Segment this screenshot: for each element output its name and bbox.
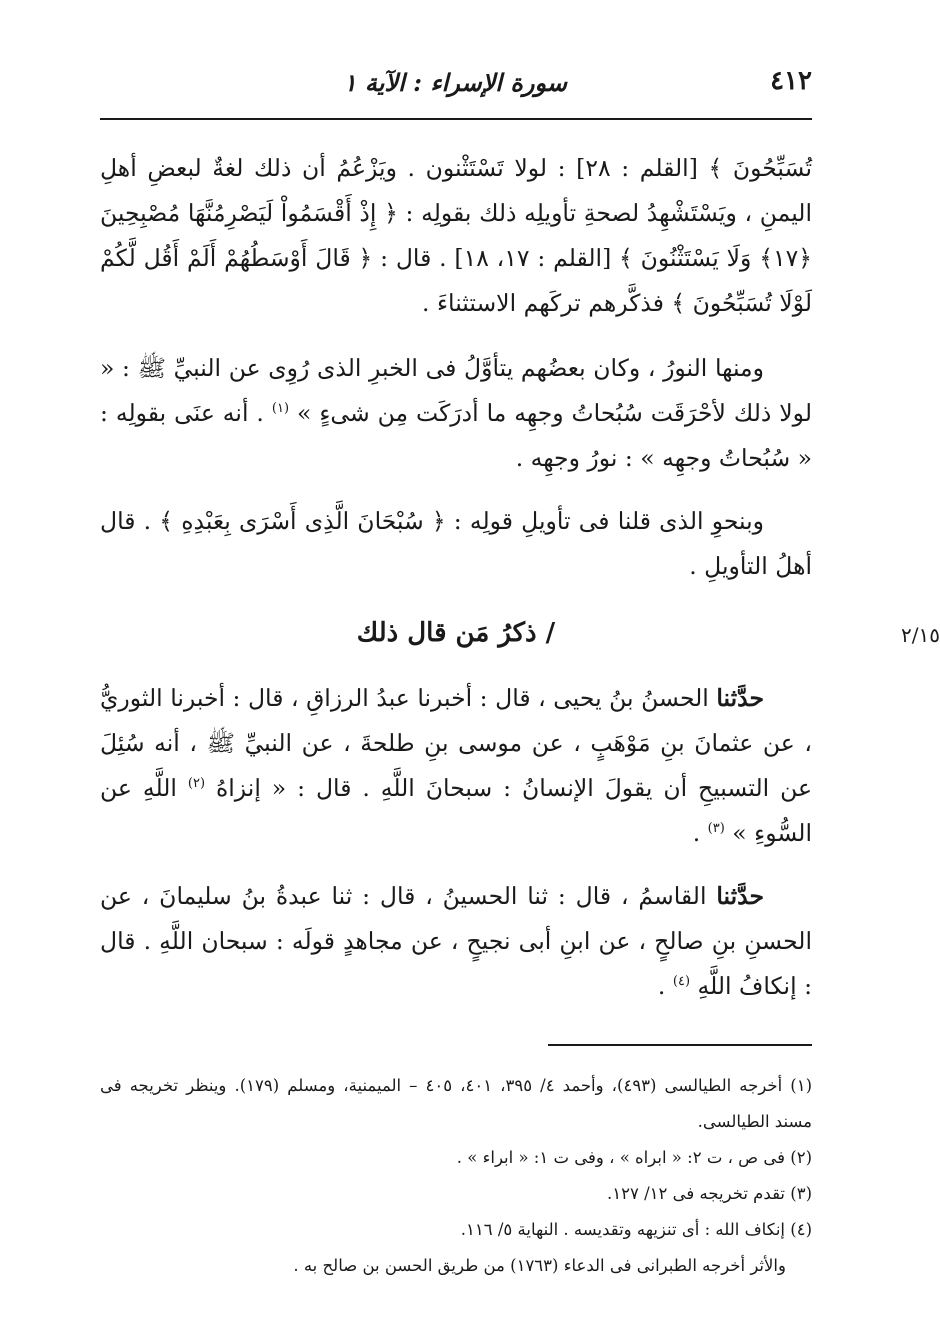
footnote-marker: (١) xyxy=(271,401,290,417)
paragraph-text: . أنه عنَى بقولِه : « سُبُحاتُ وجهِه » : نورُ وجهِه . xyxy=(100,399,812,472)
hadith-text: الحسنُ بنُ يحيى ، قال : أخبرنا عبدُ الرزاقِ ، قال : أخبرنا الثوريُّ ، عن عثمانَ بنِ مَوْهَبٍ ، عن موسى بنِ طلحةَ ، عن النبيِّ ﷺ ، أنه سُئِلَ عن التسبيحِ أن يقولَ الإنسانُ : سبحانَ اللَّهِ . قال : « إنزاهُ xyxy=(100,684,812,802)
header-rule xyxy=(100,118,812,120)
margin-volume-note: ٢/١٥ xyxy=(901,623,940,647)
footnote-4: (٤) إنكاف الله : أى تنزيهه وتقديسه . النهاية ٥/ ١١٦. xyxy=(460,1220,812,1239)
footnote-1: (١) أخرجه الطيالسى (٤٩٣)، وأحمد ٤/ ٣٩٥، ٤٠١، ٤٠٥ – الميمنية، ومسلم (١٧٩). وينظر تخريجه فى مسند الطيالسى. xyxy=(100,1076,813,1131)
page-header xyxy=(100,66,812,106)
paragraph-continuation xyxy=(100,146,812,326)
paragraph-text: وبنحوِ الذى قلنا فى تأويلِ قولِه : ﴿ سُبْحَانَ الَّذِى أَسْرَى بِعَبْدِهِ ﴾ . قال أهلُ التأويلِ . xyxy=(100,507,812,580)
footnote-marker: (٤) xyxy=(672,974,691,990)
hadith-lead: حدَّثنا xyxy=(716,684,764,712)
hadith-text: . xyxy=(657,972,666,1000)
footnote-rule xyxy=(548,1044,812,1046)
footnote-3: (٣) تقدم تخريجه فى ١٢/ ١٢٧. xyxy=(606,1184,812,1203)
main-text xyxy=(100,146,940,1027)
footnote-2: (٢) فى ص ، ت ٢: « ابراه » ، وفى ت ١: « ابراء » . xyxy=(456,1148,812,1167)
hadith-lead: حدَّثنا xyxy=(716,882,764,910)
hadith-text: . xyxy=(692,819,701,847)
hadith-text: القاسمُ ، قال : ثنا الحسينُ ، قال : ثنا عبدةُ بنُ سليمانَ ، عن الحسنِ بنِ صالحٍ ، عن ابنِ أبى نجيحٍ ، عن مجاهدٍ قولَه : سبحان اللَّهِ . قال : إنكافُ اللَّهِ xyxy=(100,882,812,1000)
paragraph-nur xyxy=(100,346,812,481)
hadith-paragraph xyxy=(100,874,812,1009)
running-title: سورة الإسراء : الآية ١ xyxy=(343,68,567,97)
section-title: / ذكرُ مَن قال ذلك xyxy=(356,618,556,648)
paragraph-tawil xyxy=(100,499,812,589)
paragraph-text: ومنها النورُ ، وكان بعضُهم يتأوَّلُ فى الخبرِ الذى رُوِى عن النبيِّ ﷺ : « لولا ذلك لأحْرَقَت سُبُحاتُ وجهِه ما أدرَكَت مِن شىءٍ » xyxy=(100,354,812,427)
footnote-marker: (٢) xyxy=(187,776,206,792)
footnotes xyxy=(100,1068,812,1284)
hadith-paragraph xyxy=(100,676,812,856)
hadith-text: اللَّهِ عن السُّوءِ » xyxy=(100,774,812,847)
footnote-4-continuation: والأثر أخرجه الطبرانى فى الدعاء (١٧٦٣) من طريق الحسن بن صالح به . xyxy=(293,1256,786,1275)
footnote-marker: (٣) xyxy=(707,821,725,837)
paragraph-text: تُسَبِّحُونَ ﴾ [القلم : ٢٨] : لولا تَسْتَثْنون . ويَزْعُمُ أن ذلك لغةٌ لبعضِ أهلِ اليمنِ ، ويَسْتَشْهِدُ لصحةِ تأويلِه ذلك بقولِه : ﴿ إِذْ أَقْسَمُواْ لَيَصْرِمُنَّهَا مُصْبِحِينَ ﴿١٧﴾ وَلَا يَسْتَثْنُونَ ﴾ [القلم : ١٧، ١٨] . قال : ﴿ قَالَ أَوْسَطُهُمْ أَلَمْ أَقُل لَّكُمْ لَوْلَا تُسَبِّحُونَ ﴾ فذكَّرهم تركَهم الاستثناءَ . xyxy=(100,154,812,317)
page-number: ٤١٢ xyxy=(770,66,812,96)
section-heading xyxy=(100,611,940,656)
